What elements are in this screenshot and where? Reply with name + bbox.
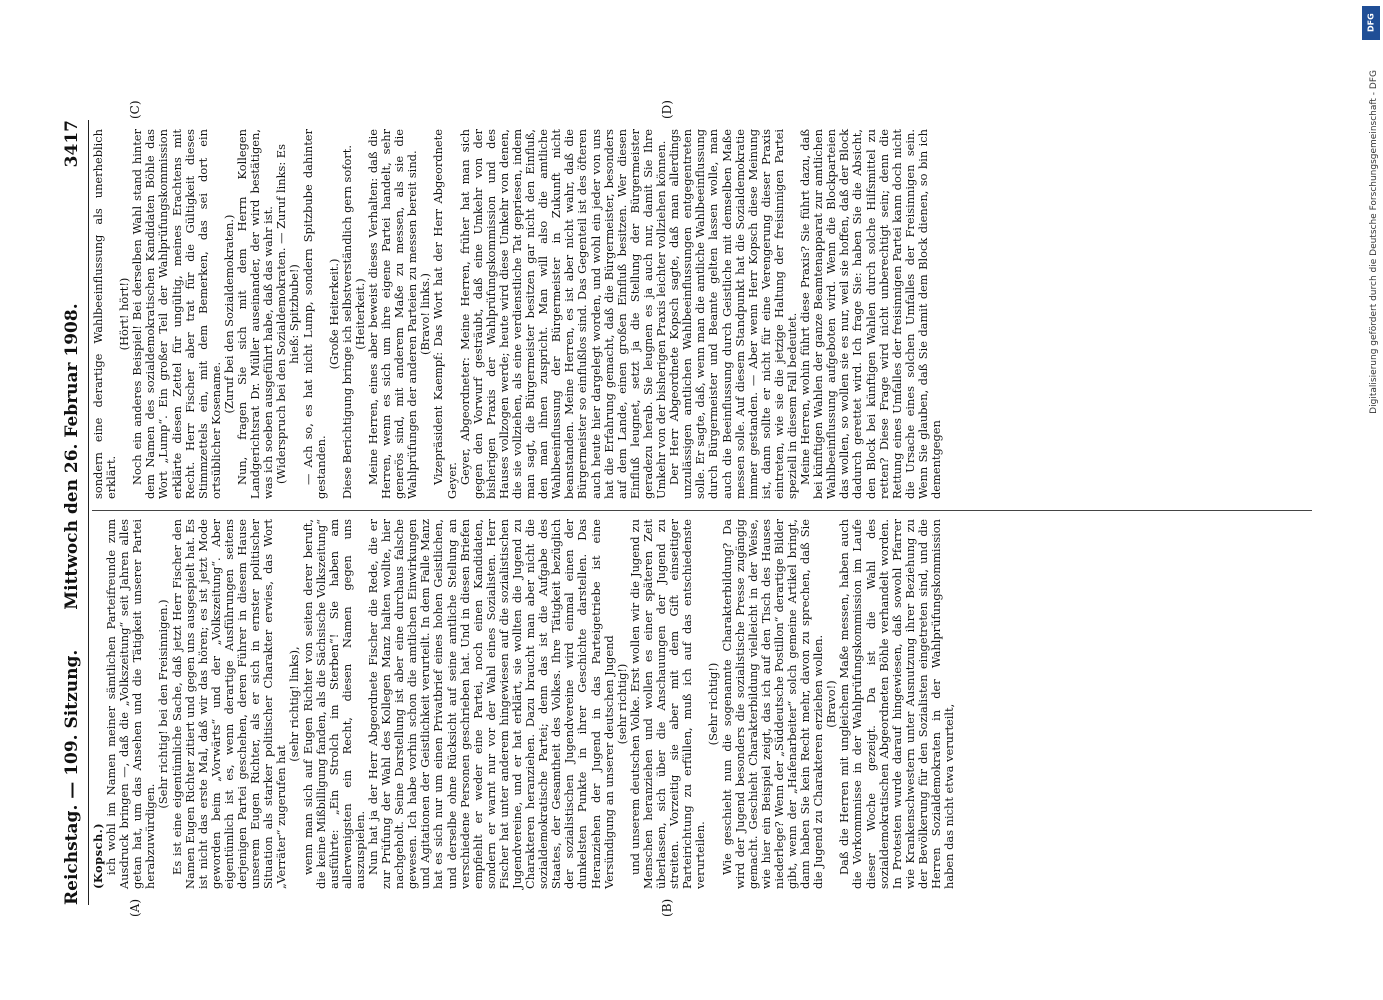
interjection: (Sehr richtig! bei den Freisinnigen.) bbox=[156, 599, 171, 809]
digitization-sidebar bbox=[1359, 0, 1383, 1000]
paragraph: wenn man sich auf Eugen Richter von seiten derer beruft, die keine Mißbilligung fanden, als die Sächsische Volkszeitung“ ausführte: „Ein Strolch im Sterben“! Sie haben am allerwenigsten ein Recht, diesen Namen gegen uns auszuspielen. bbox=[300, 519, 367, 889]
interjection: (Bravo! links.) bbox=[418, 273, 433, 355]
paragraph: Vizepräsident Kaempf: Das Wort hat der Herr Abgeordnete Geyer. bbox=[431, 129, 459, 499]
margin-marker-c: (C) bbox=[128, 100, 142, 119]
margin-marker-b: (B) bbox=[660, 898, 674, 917]
paragraph: Es ist eine eigentümliche Sache, daß jetzt Herr Fischer den Namen Eugen Richter zitiert und gegen uns ausgespielt hat. Es ist nicht das erste Mal, daß wir das hören; es ist jetzt Mode geworden beim „Vorwärts“ und der „Volkszeitung“. Aber eigentümlich ist es, wenn derartige Ausführungen seitens derjenigen Partei geschehen, deren Führer in diesem Hause unserem Eugen Richter, als er sich in ernster politischer Situation als starker politischer Charakter erwies, das Wort „Verräter“ zugerufen hat bbox=[169, 519, 289, 889]
paragraph: und unserem deutschen Volke. Erst wollen wir die Jugend zu Menschen heranziehen und wollen es einer späteren Zeit überlassen, sich über die Anschauungen der Jugend zu streiten. Vorzeitig sie aber mit dem Gift einseitiger Parteirichtung zu erfüllen, muß ich auf das entschiedenste verurteilen. bbox=[627, 519, 708, 889]
paragraph: Noch ein anderes Beispiel! Bei derselben Wahl stand hinter dem Namen des sozialdemokratischen Kandidaten Böhle das Wort „Lump“. Ein großer Teil der Wahlprüfungskommission erklärte diesen Zettel für ungültig, meines Erachtens mit Recht. Herr Fischer aber trat für die Gültigkeit dieses Stimmzettels ein, mit dem Bemerken, das sei dort ein ortsüblicher Kosename. bbox=[130, 129, 223, 499]
paragraph: Meine Herren, eines aber beweist dieses Verhalten: daß die Herren, wenn es sich um ihre eigene Partei handelt, sehr generös sind, mit anderem Maße zu messen, als sie die Wahlprüfungen der anderen Parteien zu messen bereit sind. bbox=[365, 129, 420, 499]
left-column bbox=[92, 519, 956, 889]
interjection: (Bravo!) bbox=[824, 680, 839, 728]
interjection: (Heiterkeit.) bbox=[352, 278, 367, 350]
header-date: Mittwoch den 26. Februar 1908. bbox=[62, 303, 82, 610]
paragraph: — Ach so, es hat nicht Lump, sondern Spitzbube dahinter gestanden. bbox=[300, 129, 328, 499]
margin-marker-a: (A) bbox=[128, 898, 142, 917]
interjection: (Widerspruch bei den Sozialdemokraten. — Zuruf links: Es hieß: Spitzbube!) bbox=[274, 144, 302, 484]
column-divider bbox=[92, 510, 1312, 511]
paragraph: sondern eine derartige Wahlbeeinflussung als unerheblich erklärt. bbox=[91, 129, 119, 499]
paragraph: Geyer, Abgeordneter: Meine Herren, früher hat man sich gegen den Vorwurf gesträubt, daß eine Umkehr von der bisherigen Praxis der Wahlprüfungskommission und des Hauses vollzogen werde; heute wird diese Umkehr von denen, die sie vollziehen, als eine verdienstliche Tat gepriesen, indem man sagt, die Bürgermeister besitzen gar nicht den Einfluß, den man ihnen zuspricht. Man will also die amtliche Wahlbeeinflussung der Bürgermeister in Zukunft nicht beanstanden. Meine Herren, es ist aber nicht wahr, daß die Bürgermeister so einflußlos sind. Das Gegenteil ist des öfteren auch heute hier dargelegt worden, und wohl ein jeder von uns hat die Erfahrung gemacht, daß die Bürgermeister, besonders auf dem Lande, einen großen Einfluß besitzen. Wer diesen Einfluß leugnet, setzt ja die Stellung der Bürgermeister geradezu herab. Sie leugnen es ja auch nur, damit Sie Ihre Umkehr von der bisherigen Praxis leichter vollziehen können. bbox=[457, 129, 669, 499]
paragraph: Nun hat ja der Herr Abgeordnete Fischer die Rede, die er zur Prüfung der Wahl des Kollegen Manz halten wollte, hier nachgeholt. Seine Darstellung ist aber eine durchaus falsche gewesen. Ich habe vorhin schon die amtlichen Einwirkungen und Agitationen der Geistlichkeit verurteilt. In dem Falle Manz hat es sich nur um einen Privatbrief eines hohen Geistlichen, und derselbe ohne Rücksicht auf seine amtliche Stellung an verschiedene Personen geschrieben hat. Und in diesen Briefen empfiehlt er weder eine Partei, noch einen Kandidaten, sondern er warnt nur vor der Wahl eines Sozialisten. Herr Fischer hat unter anderem hingewiesen auf die sozialistischen Jugendvereine, und er hat erklärt, sie wollten die Jugend zu Charakteren heranziehen. Dazu braucht man aber nicht die sozialdemokratische Partei; denn das ist die Aufgabe des Staates, der Gesamtheit des Volkes. Ihre Tätigkeit bezüglich der sozialistischen Jugendvereine wird einmal einen der dunkelsten Punkte in ihrer Geschichte darstellen. Das Heranziehen der Jugend in das Parteigetriebe ist eine Versündigung an unserer deutschen Jugend bbox=[365, 519, 616, 889]
paragraph: Wie geschieht nun die sogenannte Charakterbildung? Da wird der Jugend besonders die sozialistische Presse zugängig gemacht. Geschieht Charakterbildung vielleicht in der Weise, wie hier ein Beispiel zeigt, das ich auf den Tisch des Hauses niederlege? Wenn der „Süddeutsche Postillon“ derartige Bilder gibt, wenn der „Hafenarbeiter“ solch gemeine Artikel bringt, dann haben Sie kein Recht mehr, davon zu sprechen, daß Sie die Jugend zu Charakteren erziehen wollen. bbox=[719, 519, 826, 889]
margin-marker-d: (D) bbox=[660, 100, 674, 119]
interjection: (sehr richtig!) bbox=[614, 663, 629, 745]
right-column bbox=[92, 129, 943, 499]
paragraph: Diese Berichtigung bringe ich selbstverständlich gern sofort. bbox=[339, 145, 354, 499]
interjection: (Zuruf bei den Sozialdemokraten.) bbox=[221, 214, 236, 414]
paragraph: Nun, fragen Sie sich mit dem Herrn Kollegen Landgerichtsrat Dr. Müller auseinander, der wird bestätigen, was ich soeben ausgeführt habe, daß das wahr ist. bbox=[235, 129, 276, 499]
digitization-note: Digitalisierung gefördert durch die Deutsche Forschungsgemeinschaft - DFG bbox=[1369, 70, 1379, 414]
speaker-label: (Kopsch.) bbox=[91, 822, 105, 889]
paragraph: Daß die Herren mit ungleichem Maße messen, haben auch die Vorkommnisse in der Wahlprüfungskommission im Laufe dieser Woche gezeigt. Da ist die Wahl des sozialdemokratischen Abgeordneten Böhle verhandelt worden. In Protesten wurde darauf hingewiesen, daß sowohl Pfarrer wie Krankenschwestern unter Ausnutzung ihrer Beziehung zu der Bevölkerung für den Sozialisten eingetreten sind, und die Herren Sozialdemokraten in der Wahlprüfungskommission haben das nicht etwa verurteilt, bbox=[837, 519, 957, 889]
interjection: (Hört! hört!) bbox=[117, 277, 132, 351]
page-header bbox=[62, 120, 89, 905]
paragraph: ich wohl im Namen meiner sämtlichen Parteifreunde zum Ausdruck bringen —, daß die „Volkszeitung“ seit Jahren alles getan hat, um das Ansehen und die Tätigkeit unserer Partei herabzuwürdigen. bbox=[104, 519, 158, 889]
interjection: (sehr richtig! links), bbox=[287, 646, 302, 762]
paragraph: Der Herr Abgeordnete Kopsch sagte, daß man allerdings unzulässigen amtlichen Wahlbeeinflussungen entgegentreten solle. Er sagte, daß, wenn man die amtliche Wahlbeeinflussung durch Bürgermeister und Beamte gelten lassen wolle, man auch die Beeinflussung durch Geistliche mit demselben Maße messen solle. Auf diesem Standpunkt hat die Sozialdemokratie immer gestanden. — Aber wenn Herr Kopsch diese Meinung ist, dann sollte er nicht für eine Verengerung dieser Praxis eintreten, wie sie die jetzige Haltung der freisinnigen Partei speziell in diesem Fall bedeutet. bbox=[667, 129, 799, 499]
header-left: Reichstag. — 109. Sitzung. bbox=[62, 649, 82, 905]
dfg-logo: DFG bbox=[1362, 6, 1380, 40]
interjection: (Große Heiterkeit.) bbox=[326, 258, 341, 370]
paragraph: Meine Herren, wohin führt diese Praxis? Sie führt dazu, daß bei künftigen Wahlen der ganze Beamtenapparat zur amtlichen Wahlbeeinflussung aufgeboten wird. Wenn die Blockparteien das wollen, so wollen sie es nur, weil sie hoffen, daß der Block dadurch gerettet wird. Ich frage Sie: haben Sie die Absicht, den Block bei künftigen Wahlen durch solche Hilfsmittel zu retten? Diese Frage wird nicht unberechtigt sein; denn die Rettung eines Umfalles der freisinnigen Partei kann doch nicht die Ursache eines solchen Umfalles der Freisinnigen sein. Wenn Sie glauben, daß Sie damit dem Block dienen, so bin ich dementgegen bbox=[798, 129, 943, 499]
page-number: 3417 bbox=[62, 120, 82, 168]
interjection: (Sehr richtig!) bbox=[706, 662, 721, 746]
